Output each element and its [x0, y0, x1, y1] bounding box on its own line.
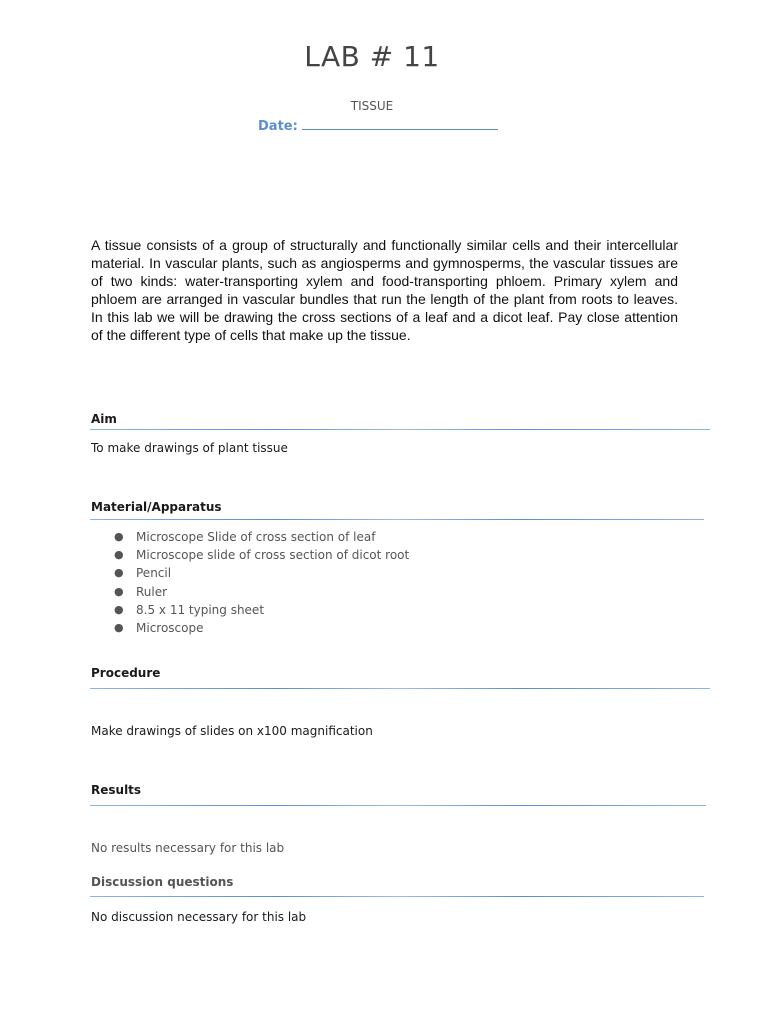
discussion-divider [90, 896, 704, 897]
discussion-text: No discussion necessary for this lab [91, 910, 307, 924]
materials-list [112, 528, 409, 637]
results-heading: Results [91, 783, 142, 797]
results-divider [90, 805, 706, 806]
materials-divider [90, 519, 704, 520]
aim-heading: Aim [91, 412, 117, 426]
procedure-text: Make drawings of slides on x100 magnification [91, 724, 373, 738]
list-item [112, 546, 409, 564]
date-blank-line[interactable] [302, 117, 498, 130]
date-field[interactable] [258, 117, 498, 134]
aim-text: To make drawings of plant tissue [91, 441, 288, 455]
list-item [112, 619, 409, 637]
procedure-divider [90, 688, 710, 689]
bullet-dot-icon: ● [114, 566, 124, 580]
material-item-label: Ruler [136, 584, 168, 599]
material-item-label: 8.5 x 11 typing sheet [136, 602, 265, 617]
list-item [112, 528, 409, 546]
material-item-label: Microscope slide of cross section of dicot root [136, 548, 410, 563]
date-label: Date: [258, 119, 298, 134]
list-item [112, 601, 409, 619]
results-text: No results necessary for this lab [91, 841, 285, 855]
bullet-dot-icon: ● [114, 548, 124, 562]
material-item-label: Microscope Slide of cross section of leaf [136, 530, 376, 544]
aim-divider [90, 429, 710, 430]
page-subtitle: TISSUE [350, 99, 394, 113]
list-item [112, 583, 409, 601]
list-item [112, 564, 409, 582]
bullet-dot-icon: ● [114, 584, 124, 598]
procedure-heading: Procedure [91, 666, 161, 680]
intro-paragraph: A tissue consists of a group of structurally and functionally similar cells and their intercellular material. In vascular plants, such as angiosperms and gymnosperms, the vascular tissues are of two kinds: water-transporting xylem and food-transporting phloem. Primary xylem and phloem are arranged in vascular bundles that run the length of the plant from roots to leaves. In this lab we will be drawing the cross sections of a leaf and a dicot leaf. Pay close attention of the different type of cells that make up the tissue. [91, 237, 678, 343]
material-item-label: Pencil [136, 566, 172, 581]
discussion-heading: Discussion questions [91, 875, 234, 889]
materials-heading: Material/Apparatus [91, 500, 222, 514]
bullet-dot-icon: ● [114, 620, 124, 634]
material-item-label: Microscope [136, 620, 204, 635]
bullet-dot-icon: ● [114, 530, 124, 543]
bullet-dot-icon: ● [114, 602, 124, 616]
page-title: LAB # 11 [304, 40, 440, 73]
